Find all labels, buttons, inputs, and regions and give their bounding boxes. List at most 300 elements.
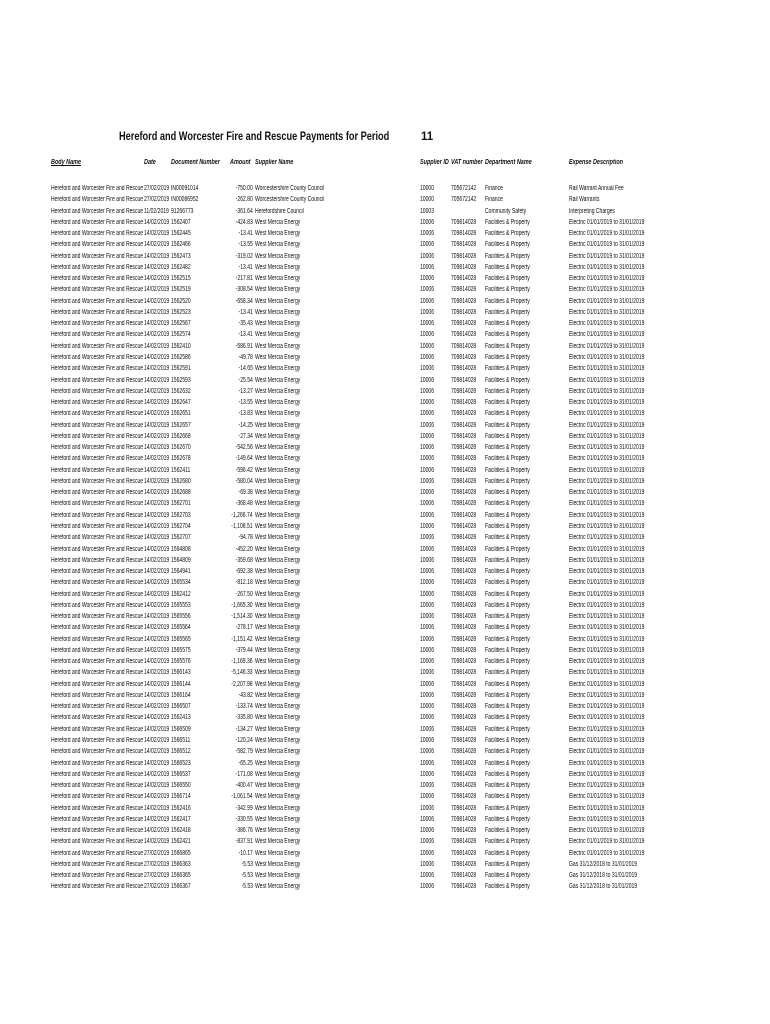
cell-amount: -1,108.51: [231, 522, 253, 530]
cell-body-name: Hereford and Worcester Fire and Rescue: [51, 579, 144, 587]
table-row: [0, 375, 770, 386]
cell-date: 14/02/2019: [144, 286, 170, 294]
cell-body-name: Hereford and Worcester Fire and Rescue: [51, 568, 144, 576]
cell-expense-description: Electric 01/01/2019 to 31/01/2019: [569, 444, 645, 452]
cell-supplier-name: West Mercia Energy: [255, 353, 301, 361]
cell-date: 27/02/2019: [144, 860, 170, 868]
cell-date: 14/02/2019: [144, 297, 170, 305]
cell-supplier-id: 10006: [420, 522, 435, 530]
cell-supplier-name: West Mercia Energy: [255, 714, 301, 722]
cell-vat-number: 709814028: [451, 500, 477, 508]
table-row: [0, 487, 770, 498]
cell-department-name: Facilities & Property: [485, 230, 530, 238]
cell-document-number: 1562519: [171, 286, 191, 294]
table-row: [0, 228, 770, 239]
cell-amount: -368.48: [235, 500, 253, 508]
cell-expense-description: Electric 01/01/2019 to 31/01/2019: [569, 218, 645, 226]
cell-date: 14/02/2019: [144, 590, 170, 598]
cell-date: 14/02/2019: [144, 399, 170, 407]
cell-vat-number: 709814028: [451, 680, 477, 688]
cell-department-name: Facilities & Property: [485, 793, 530, 801]
cell-amount: -5.53: [241, 883, 253, 891]
cell-vat-number: 709814028: [451, 725, 477, 733]
cell-department-name: Facilities & Property: [485, 399, 530, 407]
cell-amount: -13.55: [238, 241, 253, 249]
table-row: [0, 881, 770, 892]
cell-supplier-name: West Mercia Energy: [255, 331, 301, 339]
cell-supplier-id: 10006: [420, 782, 435, 790]
cell-amount: -13.41: [238, 331, 253, 339]
cell-document-number: 1562678: [171, 455, 191, 463]
table-row: [0, 386, 770, 397]
cell-amount: -13.41: [238, 308, 253, 316]
table-row: [0, 566, 770, 577]
cell-department-name: Facilities & Property: [485, 838, 530, 846]
cell-supplier-name: West Mercia Energy: [255, 759, 301, 767]
cell-supplier-id: 10006: [420, 691, 435, 699]
cell-supplier-name: West Mercia Energy: [255, 399, 301, 407]
cell-date: 14/02/2019: [144, 646, 170, 654]
cell-expense-description: Electric 01/01/2019 to 31/01/2019: [569, 703, 645, 711]
cell-document-number: 1566507: [171, 703, 191, 711]
cell-expense-description: Electric 01/01/2019 to 31/01/2019: [569, 399, 645, 407]
cell-amount: -43.82: [238, 691, 253, 699]
cell-document-number: 1562701: [171, 500, 191, 508]
cell-vat-number: 709814028: [451, 658, 477, 666]
table-row: [0, 836, 770, 847]
cell-body-name: Hereford and Worcester Fire and Rescue: [51, 275, 144, 283]
cell-date: 14/02/2019: [144, 275, 170, 283]
cell-document-number: 1566550: [171, 782, 191, 790]
cell-vat-number: 709814028: [451, 759, 477, 767]
cell-supplier-name: West Mercia Energy: [255, 601, 301, 609]
table-row: [0, 825, 770, 836]
header-vat-number: VAT number: [451, 159, 483, 166]
cell-document-number: 1562688: [171, 489, 191, 497]
cell-expense-description: Electric 01/01/2019 to 31/01/2019: [569, 297, 645, 305]
cell-department-name: Facilities & Property: [485, 556, 530, 564]
cell-body-name: Hereford and Worcester Fire and Rescue: [51, 308, 144, 316]
cell-body-name: Hereford and Worcester Fire and Rescue: [51, 793, 144, 801]
cell-date: 27/02/2019: [144, 872, 170, 880]
cell-department-name: Facilities & Property: [485, 737, 530, 745]
cell-supplier-id: 10006: [420, 353, 435, 361]
cell-date: 14/02/2019: [144, 714, 170, 722]
cell-date: 11/02/2019: [144, 207, 169, 215]
cell-amount: -27.34: [238, 432, 253, 440]
header-amount: Amount: [230, 159, 251, 166]
cell-body-name: Hereford and Worcester Fire and Rescue: [51, 849, 144, 857]
cell-date: 14/02/2019: [144, 725, 170, 733]
cell-amount: -134.27: [235, 725, 253, 733]
cell-supplier-id: 10006: [420, 770, 435, 778]
cell-document-number: 1566363: [171, 860, 191, 868]
table-row: [0, 431, 770, 442]
cell-body-name: Hereford and Worcester Fire and Rescue: [51, 421, 144, 429]
cell-vat-number: 709814028: [451, 489, 477, 497]
cell-department-name: Facilities & Property: [485, 613, 530, 621]
cell-document-number: 1562515: [171, 275, 191, 283]
cell-expense-description: Electric 01/01/2019 to 31/01/2019: [569, 793, 645, 801]
cell-supplier-id: 10006: [420, 568, 435, 576]
cell-date: 14/02/2019: [144, 770, 170, 778]
cell-department-name: Facilities & Property: [485, 579, 530, 587]
cell-amount: -1,169.36: [231, 658, 253, 666]
cell-expense-description: Electric 01/01/2019 to 31/01/2019: [569, 804, 645, 812]
cell-department-name: Facilities & Property: [485, 286, 530, 294]
cell-supplier-name: West Mercia Energy: [255, 320, 301, 328]
cell-expense-description: Electric 01/01/2019 to 31/01/2019: [569, 387, 645, 395]
cell-date: 14/02/2019: [144, 658, 170, 666]
cell-department-name: Facilities & Property: [485, 331, 530, 339]
cell-date: 14/02/2019: [144, 635, 170, 643]
cell-expense-description: Electric 01/01/2019 to 31/01/2019: [569, 815, 645, 823]
cell-department-name: Facilities & Property: [485, 545, 530, 553]
table-row: [0, 465, 770, 476]
cell-date: 14/02/2019: [144, 669, 170, 677]
table-row: [0, 577, 770, 588]
cell-supplier-id: 10006: [420, 534, 435, 542]
cell-department-name: Facilities & Property: [485, 601, 530, 609]
cell-amount: -171.08: [235, 770, 253, 778]
cell-supplier-id: 10003: [420, 207, 435, 215]
table-row: [0, 544, 770, 555]
cell-date: 14/02/2019: [144, 511, 170, 519]
cell-supplier-name: West Mercia Energy: [255, 680, 301, 688]
table-row: [0, 690, 770, 701]
cell-supplier-id: 10006: [420, 421, 435, 429]
cell-department-name: Facilities & Property: [485, 500, 530, 508]
cell-amount: -13.55: [238, 399, 253, 407]
cell-body-name: Hereford and Worcester Fire and Rescue: [51, 432, 144, 440]
cell-expense-description: Rail Warrant Annual Fee: [569, 185, 624, 192]
cell-date: 14/02/2019: [144, 410, 170, 418]
cell-department-name: Facilities & Property: [485, 297, 530, 305]
header-body-name: Body Name: [51, 159, 82, 166]
cell-document-number: 1562412: [171, 590, 191, 598]
cell-expense-description: Electric 01/01/2019 to 31/01/2019: [569, 263, 645, 271]
cell-body-name: Hereford and Worcester Fire and Rescue: [51, 410, 144, 418]
cell-document-number: 1562418: [171, 827, 191, 835]
cell-amount: -542.56: [235, 444, 253, 452]
cell-supplier-id: 10006: [420, 432, 435, 440]
cell-department-name: Facilities & Property: [485, 748, 530, 756]
cell-document-number: 1562704: [171, 522, 191, 530]
cell-department-name: Facilities & Property: [485, 782, 530, 790]
cell-supplier-id: 10006: [420, 489, 435, 497]
cell-supplier-id: 10006: [420, 793, 435, 801]
cell-supplier-name: West Mercia Energy: [255, 815, 301, 823]
cell-document-number: 91266773: [171, 207, 194, 215]
cell-expense-description: Electric 01/01/2019 to 31/01/2019: [569, 849, 645, 857]
cell-expense-description: Electric 01/01/2019 to 31/01/2019: [569, 624, 645, 632]
cell-supplier-id: 10006: [420, 579, 435, 587]
cell-date: 14/02/2019: [144, 613, 170, 621]
cell-department-name: Facilities & Property: [485, 703, 530, 711]
cell-vat-number: 709814028: [451, 737, 477, 745]
cell-supplier-id: 10006: [420, 286, 435, 294]
cell-supplier-name: West Mercia Energy: [255, 770, 301, 778]
cell-body-name: Hereford and Worcester Fire and Rescue: [51, 207, 144, 215]
cell-document-number: 1562647: [171, 399, 191, 407]
cell-supplier-id: 10006: [420, 444, 435, 452]
cell-vat-number: 709814028: [451, 263, 477, 271]
cell-expense-description: Electric 01/01/2019 to 31/01/2019: [569, 725, 645, 733]
cell-date: 14/02/2019: [144, 579, 170, 587]
cell-amount: -14.65: [238, 365, 253, 373]
table-row: [0, 341, 770, 352]
cell-date: 14/02/2019: [144, 444, 170, 452]
table-row: [0, 251, 770, 262]
table-row: [0, 273, 770, 284]
cell-date: 14/02/2019: [144, 331, 170, 339]
cell-body-name: Hereford and Worcester Fire and Rescue: [51, 601, 144, 609]
cell-department-name: Facilities & Property: [485, 770, 530, 778]
cell-amount: -308.54: [235, 286, 253, 294]
cell-document-number: 1566865: [171, 849, 191, 857]
cell-document-number: 1566512: [171, 748, 191, 756]
cell-supplier-name: West Mercia Energy: [255, 635, 301, 643]
cell-expense-description: Electric 01/01/2019 to 31/01/2019: [569, 455, 645, 463]
cell-vat-number: 709814028: [451, 624, 477, 632]
cell-document-number: 1562591: [171, 365, 191, 373]
cell-body-name: Hereford and Worcester Fire and Rescue: [51, 263, 144, 271]
cell-department-name: Facilities & Property: [485, 860, 530, 868]
cell-date: 14/02/2019: [144, 782, 170, 790]
cell-amount: -120.24: [235, 737, 253, 745]
cell-document-number: 1564808: [171, 545, 191, 553]
cell-supplier-name: West Mercia Energy: [255, 793, 301, 801]
cell-supplier-name: West Mercia Energy: [255, 838, 301, 846]
cell-body-name: Hereford and Worcester Fire and Rescue: [51, 872, 144, 880]
cell-body-name: Hereford and Worcester Fire and Rescue: [51, 252, 144, 260]
cell-supplier-id: 10006: [420, 556, 435, 564]
cell-department-name: Facilities & Property: [485, 883, 530, 891]
cell-document-number: 1564809: [171, 556, 191, 564]
cell-expense-description: Electric 01/01/2019 to 31/01/2019: [569, 320, 645, 328]
cell-date: 14/02/2019: [144, 703, 170, 711]
header-supplier-id: Supplier ID: [420, 159, 449, 166]
cell-amount: -13.83: [238, 410, 253, 418]
cell-body-name: Hereford and Worcester Fire and Rescue: [51, 748, 144, 756]
table-row: [0, 262, 770, 273]
cell-document-number: 1565553: [171, 601, 191, 609]
cell-supplier-id: 10006: [420, 297, 435, 305]
cell-supplier-name: West Mercia Energy: [255, 466, 301, 474]
cell-department-name: Facilities & Property: [485, 342, 530, 350]
cell-date: 14/02/2019: [144, 568, 170, 576]
table-row: [0, 420, 770, 431]
cell-amount: -65.25: [238, 759, 253, 767]
cell-amount: -582.79: [235, 748, 253, 756]
cell-document-number: 1562445: [171, 230, 191, 238]
cell-supplier-id: 10006: [420, 703, 435, 711]
cell-supplier-name: West Mercia Energy: [255, 849, 301, 857]
cell-supplier-name: West Mercia Energy: [255, 669, 301, 677]
cell-supplier-id: 10006: [420, 759, 435, 767]
table-row: [0, 656, 770, 667]
cell-amount: -267.50: [235, 590, 253, 598]
table-row: [0, 589, 770, 600]
cell-expense-description: Electric 01/01/2019 to 31/01/2019: [569, 680, 645, 688]
cell-vat-number: 709814028: [451, 883, 477, 891]
cell-vat-number: 709814028: [451, 477, 477, 485]
cell-amount: -49.78: [238, 353, 253, 361]
cell-amount: -133.74: [235, 703, 253, 711]
cell-expense-description: Electric 01/01/2019 to 31/01/2019: [569, 410, 645, 418]
cell-vat-number: 709814028: [451, 410, 477, 418]
cell-supplier-id: 10006: [420, 872, 435, 880]
cell-date: 27/02/2019: [144, 185, 170, 192]
table-row: [0, 296, 770, 307]
cell-document-number: IN00091014: [171, 185, 199, 192]
cell-supplier-id: 10006: [420, 838, 435, 846]
cell-vat-number: 709814028: [451, 748, 477, 756]
cell-date: 14/02/2019: [144, 320, 170, 328]
cell-date: 14/02/2019: [144, 432, 170, 440]
cell-expense-description: Electric 01/01/2019 to 31/01/2019: [569, 658, 645, 666]
cell-supplier-name: West Mercia Energy: [255, 691, 301, 699]
table-row: [0, 634, 770, 645]
cell-supplier-name: West Mercia Energy: [255, 500, 301, 508]
cell-amount: -262.80: [235, 196, 253, 204]
cell-supplier-name: West Mercia Energy: [255, 534, 301, 542]
cell-expense-description: Electric 01/01/2019 to 31/01/2019: [569, 308, 645, 316]
cell-supplier-name: West Mercia Energy: [255, 432, 301, 440]
table-row: [0, 498, 770, 509]
cell-body-name: Hereford and Worcester Fire and Rescue: [51, 646, 144, 654]
cell-vat-number: 709814028: [451, 669, 477, 677]
cell-department-name: Facilities & Property: [485, 658, 530, 666]
cell-vat-number: 709814028: [451, 545, 477, 553]
table-row: [0, 521, 770, 532]
cell-document-number: 1562670: [171, 444, 191, 452]
cell-supplier-name: West Mercia Energy: [255, 230, 301, 238]
cell-date: 14/02/2019: [144, 365, 170, 373]
cell-date: 14/02/2019: [144, 534, 170, 542]
cell-body-name: Hereford and Worcester Fire and Rescue: [51, 342, 144, 350]
cell-amount: -217.81: [235, 275, 253, 283]
cell-expense-description: Electric 01/01/2019 to 31/01/2019: [569, 522, 645, 530]
table-row: [0, 329, 770, 340]
cell-document-number: 1566365: [171, 872, 191, 880]
cell-document-number: 1562632: [171, 387, 191, 395]
cell-body-name: Hereford and Worcester Fire and Rescue: [51, 444, 144, 452]
cell-supplier-name: West Mercia Energy: [255, 410, 301, 418]
table-row: [0, 712, 770, 723]
cell-department-name: Facilities & Property: [485, 477, 530, 485]
cell-department-name: Facilities & Property: [485, 387, 530, 395]
cell-body-name: Hereford and Worcester Fire and Rescue: [51, 489, 144, 497]
cell-expense-description: Electric 01/01/2019 to 31/01/2019: [569, 376, 645, 384]
cell-date: 14/02/2019: [144, 815, 170, 823]
cell-department-name: Facilities & Property: [485, 804, 530, 812]
cell-supplier-id: 10006: [420, 455, 435, 463]
table-row: [0, 848, 770, 859]
cell-vat-number: 709814028: [451, 275, 477, 283]
cell-amount: -319.02: [235, 252, 253, 260]
cell-date: 14/02/2019: [144, 804, 170, 812]
cell-vat-number: 709814028: [451, 703, 477, 711]
cell-department-name: Facilities & Property: [485, 410, 530, 418]
cell-department-name: Facilities & Property: [485, 624, 530, 632]
cell-document-number: 1566143: [171, 669, 191, 677]
table-row: [0, 814, 770, 825]
cell-vat-number: 709814028: [451, 714, 477, 722]
period-number: 11: [421, 131, 434, 143]
table-row: [0, 803, 770, 814]
cell-document-number: 1562466: [171, 241, 191, 249]
cell-department-name: Facilities & Property: [485, 320, 530, 328]
cell-amount: -692.38: [235, 568, 253, 576]
cell-body-name: Hereford and Worcester Fire and Rescue: [51, 737, 144, 745]
cell-vat-number: 709814028: [451, 534, 477, 542]
cell-supplier-id: 10006: [420, 241, 435, 249]
cell-expense-description: Electric 01/01/2019 to 31/01/2019: [569, 646, 645, 654]
cell-supplier-id: 10006: [420, 669, 435, 677]
cell-body-name: Hereford and Worcester Fire and Rescue: [51, 534, 144, 542]
cell-department-name: Facilities & Property: [485, 218, 530, 226]
cell-document-number: 1562410: [171, 342, 191, 350]
cell-supplier-name: West Mercia Energy: [255, 827, 301, 835]
cell-vat-number: 709814028: [451, 320, 477, 328]
cell-document-number: 1566164: [171, 691, 191, 699]
cell-expense-description: Electric 01/01/2019 to 31/01/2019: [569, 579, 645, 587]
cell-expense-description: Electric 01/01/2019 to 31/01/2019: [569, 782, 645, 790]
cell-department-name: Facilities & Property: [485, 725, 530, 733]
header-document-number: Document Number: [171, 159, 220, 166]
cell-vat-number: 709814028: [451, 365, 477, 373]
cell-date: 14/02/2019: [144, 477, 170, 485]
cell-date: 14/02/2019: [144, 376, 170, 384]
cell-date: 14/02/2019: [144, 601, 170, 609]
cell-document-number: 1566144: [171, 680, 191, 688]
cell-department-name: Facilities & Property: [485, 669, 530, 677]
cell-vat-number: 709814028: [451, 815, 477, 823]
cell-vat-number: 709814028: [451, 308, 477, 316]
table-row: [0, 453, 770, 464]
cell-date: 14/02/2019: [144, 387, 170, 395]
cell-vat-number: 709814028: [451, 466, 477, 474]
cell-expense-description: Electric 01/01/2019 to 31/01/2019: [569, 691, 645, 699]
cell-department-name: Facilities & Property: [485, 376, 530, 384]
cell-body-name: Hereford and Worcester Fire and Rescue: [51, 455, 144, 463]
cell-vat-number: 709814028: [451, 353, 477, 361]
cell-expense-description: Electric 01/01/2019 to 31/01/2019: [569, 500, 645, 508]
cell-vat-number: 709814028: [451, 646, 477, 654]
cell-date: 27/02/2019: [144, 196, 170, 204]
cell-expense-description: Electric 01/01/2019 to 31/01/2019: [569, 511, 645, 519]
cell-date: 14/02/2019: [144, 680, 170, 688]
cell-date: 14/02/2019: [144, 342, 170, 350]
cell-amount: -5.53: [241, 872, 253, 880]
cell-supplier-id: 10006: [420, 860, 435, 868]
cell-vat-number: 709814028: [451, 230, 477, 238]
cell-supplier-name: Herefordshire Council: [255, 207, 304, 215]
table-row: [0, 679, 770, 690]
cell-department-name: Finance: [485, 185, 503, 192]
cell-expense-description: Electric 01/01/2019 to 31/01/2019: [569, 545, 645, 553]
cell-vat-number: 709814028: [451, 770, 477, 778]
cell-body-name: Hereford and Worcester Fire and Rescue: [51, 556, 144, 564]
cell-amount: -69.38: [238, 489, 253, 497]
header-supplier-name: Supplier Name: [255, 159, 294, 166]
cell-body-name: Hereford and Worcester Fire and Rescue: [51, 286, 144, 294]
table-row: [0, 217, 770, 228]
cell-document-number: 1562567: [171, 320, 191, 328]
cell-supplier-name: West Mercia Energy: [255, 613, 301, 621]
cell-body-name: Hereford and Worcester Fire and Rescue: [51, 466, 144, 474]
